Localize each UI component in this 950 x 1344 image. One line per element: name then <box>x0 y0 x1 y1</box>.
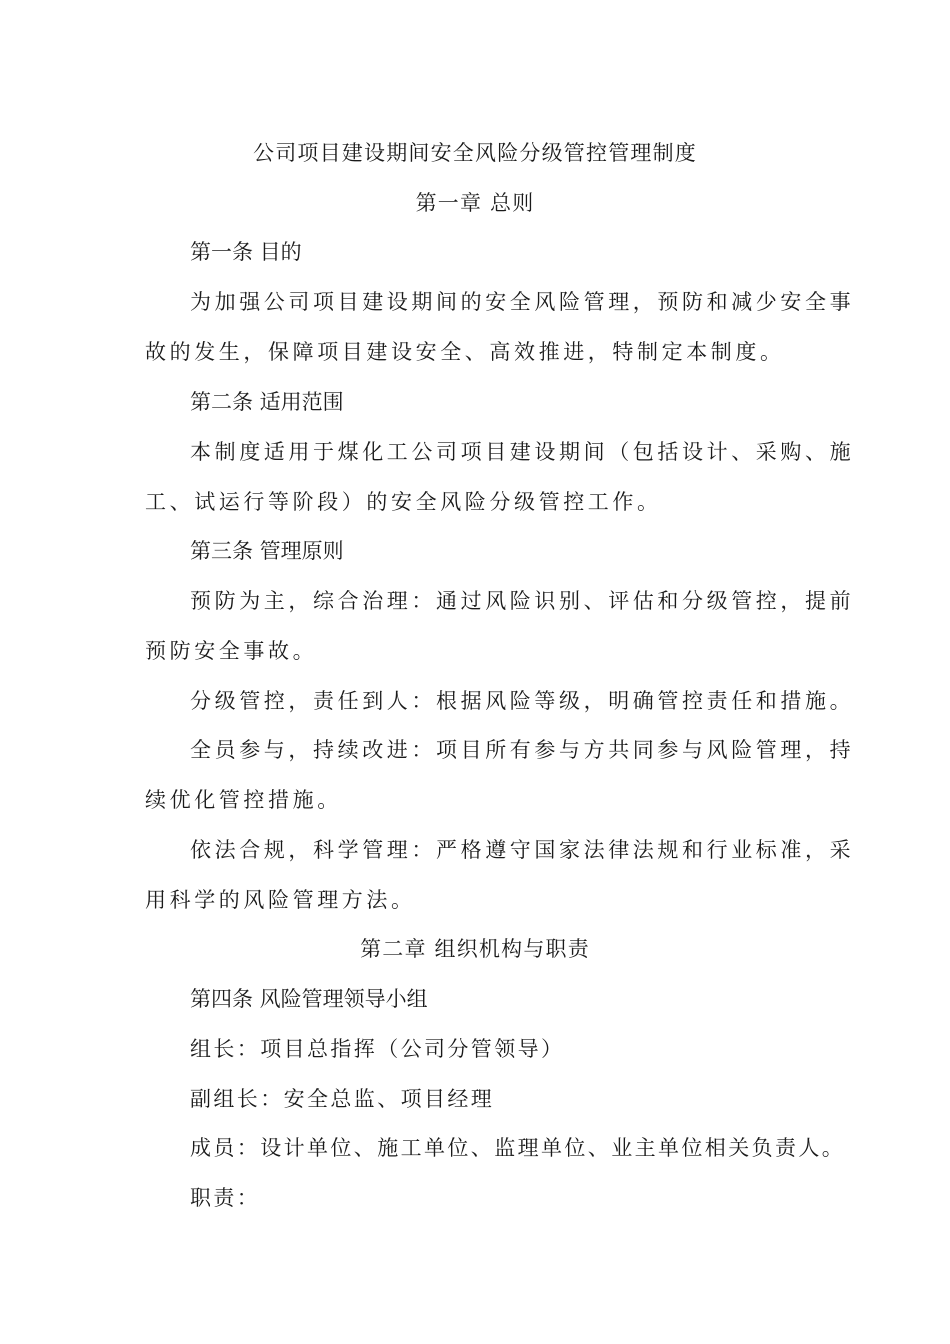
article-1-heading: 第一条 目的 <box>190 240 302 264</box>
article-4-para-2: 副组长：安全总监、项目经理 <box>190 1087 495 1111</box>
article-2-para-1-line-2: 工、试运行等阶段）的安全风险分级管控工作。 <box>145 490 662 514</box>
article-1-para-1-line-2: 故的发生，保障项目建设安全、高效推进，特制定本制度。 <box>145 340 785 364</box>
chapter-1-heading: 第一章 总则 <box>415 191 535 215</box>
article-3-para-3-line-2: 续优化管控措施。 <box>145 788 342 812</box>
article-4-para-3: 成员：设计单位、施工单位、监理单位、业主单位相关负责人。 <box>190 1136 846 1160</box>
article-4-para-4: 职责： <box>190 1186 261 1210</box>
article-2-heading: 第二条 适用范围 <box>190 390 344 414</box>
chapter-2-heading: 第二章 组织机构与职责 <box>360 937 590 961</box>
article-3-para-2-line-1: 分级管控，责任到人：根据风险等级，明确管控责任和措施。 <box>190 689 855 713</box>
article-3-para-1-line-2: 预防安全事故。 <box>145 639 318 663</box>
article-1-para-1-line-1: 为加强公司项目建设期间的安全风险管理，预防和减少安全事 <box>190 290 855 314</box>
article-3-para-1-line-1: 预防为主，综合治理：通过风险识别、评估和分级管控，提前 <box>190 589 855 613</box>
article-3-heading: 第三条 管理原则 <box>190 539 344 563</box>
article-2-para-1-line-1: 本制度适用于煤化工公司项目建设期间（包括设计、采购、施 <box>190 440 855 464</box>
article-4-heading: 第四条 风险管理领导小组 <box>190 987 428 1011</box>
article-3-para-4-line-1: 依法合规，科学管理：严格遵守国家法律法规和行业标准，采 <box>190 838 855 862</box>
document-title: 公司项目建设期间安全风险分级管控管理制度 <box>253 141 697 165</box>
article-3-para-4-line-2: 用科学的风险管理方法。 <box>145 888 416 912</box>
article-4-para-1: 组长：项目总指挥（公司分管领导） <box>190 1037 565 1061</box>
article-3-para-3-line-1: 全员参与，持续改进：项目所有参与方共同参与风险管理，持 <box>190 738 855 762</box>
